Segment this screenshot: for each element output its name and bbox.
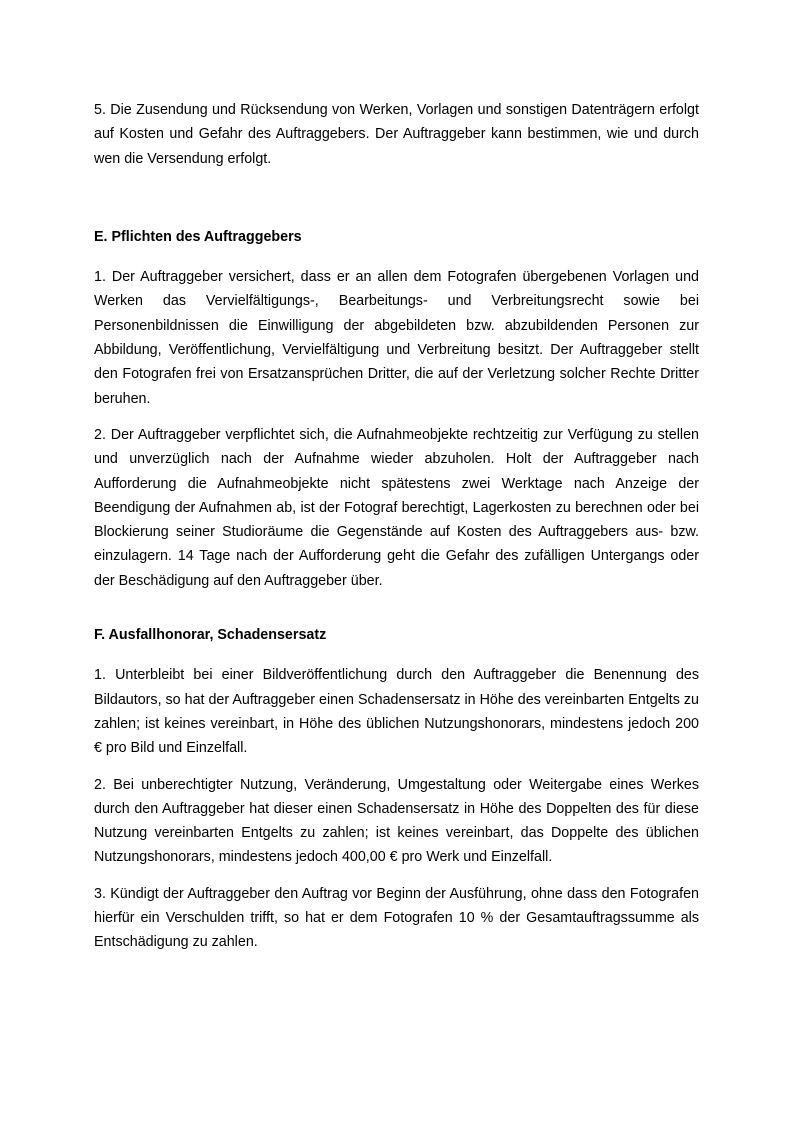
section-heading-f: F. Ausfallhonorar, Schadensersatz bbox=[94, 627, 327, 644]
spacer bbox=[94, 647, 699, 663]
spacer bbox=[94, 249, 699, 265]
paragraph-e2: 2. Der Auftraggeber verpflichtet sich, die Aufnahmeobjekte rechtzeitig zur Verfügung zu stellen und unverzüglich nach der Aufnahme wieder abzuholen. Holt der Auftraggeber nach Aufforderung die Aufnahmeobjekte nicht spätestens zwei Werktage nach Anzeige der Beendigung der Aufnahmen ab, ist der Fotograf berechtigt, Lagerkosten zu berechnen oder bei Blockierung seiner Studioräume die Gegenstände auf Kosten des Auftraggebers aus- bzw. einzulagern. 14 Tage nach der Aufforderung geht die Gefahr des zufälligen Untergangs oder der Beschädigung auf den Auftraggeber über. bbox=[94, 426, 699, 589]
paragraph-d5: 5. Die Zusendung und Rücksendung von Werken, Vorlagen und sonstigen Datenträgern erfolgt auf Kosten und Gefahr des Auftraggebers. Der Auftraggeber kann bestimmen, wie und durch wen die Versendung erfolgt. bbox=[94, 102, 699, 167]
spacer bbox=[94, 171, 699, 225]
section-heading-e: E. Pflichten des Auftraggebers bbox=[94, 228, 302, 245]
paragraph-e1: 1. Der Auftraggeber versichert, dass er an allen dem Fotografen übergebenen Vorlagen und Werken das Vervielfältigungs-, Bearbeitungs- und Verbreitungsrecht sowie bei Personenbildnissen die Einwilligung der abgebildeten bzw. abzubildenden Personen zur Abbildung, Veröffentlichung, Vervielfältigung und Verbreitung besitzt. Der Auftraggeber stellt den Fotografen frei von Ersatzansprüchen Dritter, die auf der Verletzung solcher Rechte Dritter beruhen. bbox=[94, 269, 699, 407]
spacer bbox=[94, 593, 699, 623]
paragraph-f3: 3. Kündigt der Auftraggeber den Auftrag vor Beginn der Ausführung, ohne dass den Fotografen hierfür ein Verschulden trifft, so hat er dem Fotografen 10 % der Gesamtauftragssumme als Entschädigung zu zahlen. bbox=[94, 885, 699, 951]
paragraph-f1: 1. Unterbleibt bei einer Bildveröffentlichung durch den Auftraggeber die Benennung des Bildautors, so hat der Auftraggeber einen Schadensersatz in Höhe des vereinbarten Entgelts zu zahlen; ist keines vereinbart, in Höhe des üblichen Nutzungshonorars, mindestens jedoch 200 € pro Bild und Einzelfall. bbox=[94, 667, 699, 757]
document-body bbox=[94, 98, 699, 955]
paragraph-f2: 2. Bei unberechtigter Nutzung, Veränderung, Umgestaltung oder Weitergabe eines Werkes durch den Auftraggeber hat dieser einen Schadensersatz in Höhe des Doppelten des für diese Nutzung vereinbarten Entgelts zu zahlen; ist keines vereinbart, das Doppelte des üblichen Nutzungshonorars, mindestens jedoch 400,00 € pro Werk und Einzelfall. bbox=[94, 776, 699, 866]
spacer bbox=[94, 411, 699, 423]
spacer bbox=[94, 761, 699, 773]
spacer bbox=[94, 870, 699, 882]
